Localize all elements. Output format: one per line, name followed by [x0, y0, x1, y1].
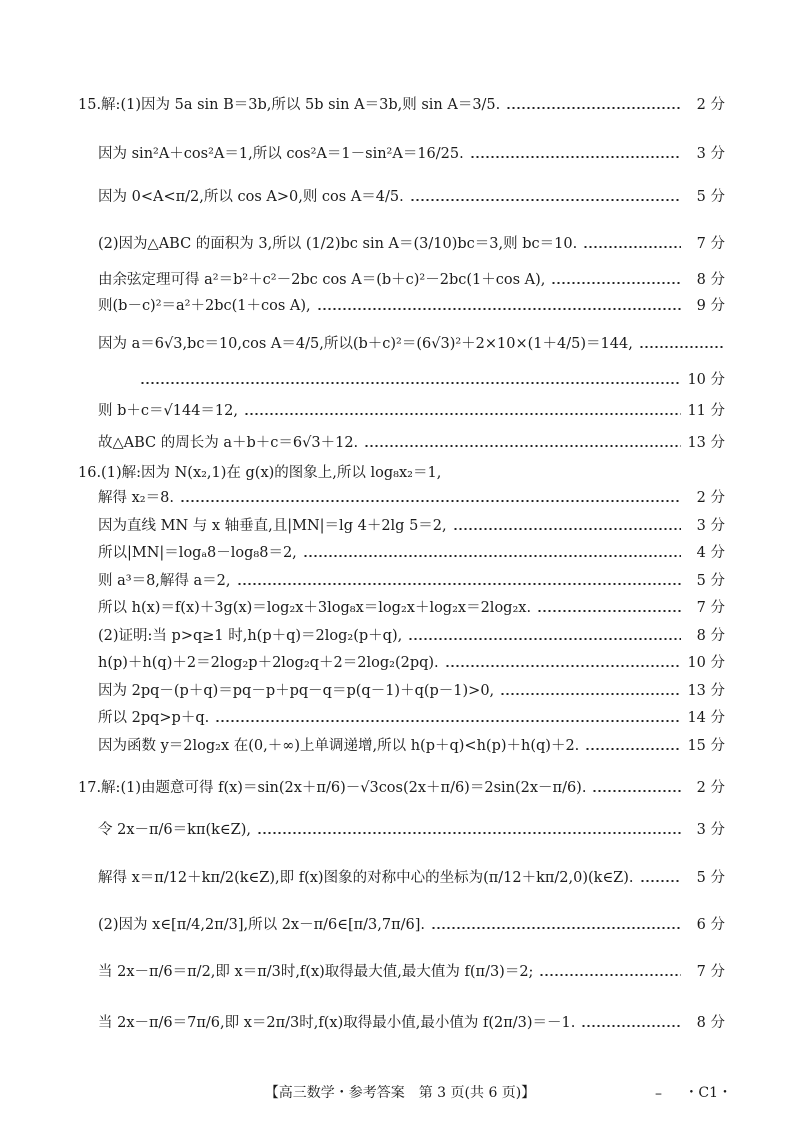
solution-line: 当 2x－π/6＝7π/6,即 x＝2π/3时,f(x)取得最小值,最小值为 f(2π/3)＝－1. 8 分 — [98, 1015, 725, 1031]
score-label: 3 分 — [696, 822, 725, 838]
score-label: 2 分 — [696, 780, 725, 796]
solution-line: 则(b－c)²＝a²＋2bc(1＋cos A), 9 分 — [98, 298, 725, 314]
leader-dots — [506, 107, 681, 109]
score-label: 3 分 — [696, 518, 725, 534]
score-label: 2 分 — [696, 490, 725, 506]
score-label: 14 分 — [687, 710, 725, 726]
leader-dots — [303, 555, 681, 557]
score-label: 8 分 — [696, 628, 725, 644]
leader-dots — [453, 528, 681, 530]
score-label: 11 分 — [687, 403, 725, 419]
leader-dots — [551, 282, 681, 284]
leader-dots — [500, 693, 681, 695]
solution-line: 则 b＋c＝√144＝12, 11 分 — [98, 403, 725, 419]
footer-code: ・C1・ — [684, 1085, 732, 1101]
leader-dots — [592, 790, 681, 792]
leader-dots — [431, 927, 681, 929]
solution-line: 则 a³＝8,解得 a＝2, 5 分 — [98, 573, 725, 589]
footer-title: 【高三数学・参考答案 第 3 页(共 6 页)】 — [264, 1085, 536, 1101]
leader-dots — [237, 583, 682, 585]
solution-line: 所以|MN|＝logₐ8－log₈8＝2, 4 分 — [98, 545, 725, 561]
score-label: 5 分 — [696, 189, 725, 205]
score-label: 8 分 — [696, 272, 725, 288]
leader-dots — [257, 832, 681, 834]
solution-line: 当 2x－π/6＝π/2,即 x＝π/3时,f(x)取得最大值,最大值为 f(π/3)＝2; 7 分 — [98, 964, 725, 980]
solution-line — [140, 370, 725, 390]
solution-line: 16.(1)解:因为 N(x₂,1)在 g(x)的图象上,所以 log₈x₂＝1, — [78, 465, 442, 481]
leader-dots — [583, 246, 681, 248]
leader-dots — [639, 346, 725, 348]
leader-dots — [445, 665, 681, 667]
leader-dots — [140, 382, 681, 384]
solution-line: 因为 sin²A＋cos²A＝1,所以 cos²A＝1－sin²A＝16/25. 3 分 — [98, 146, 725, 162]
solution-line: 故△ABC 的周长为 a＋b＋c＝6√3＋12. 13 分 — [98, 435, 725, 451]
solution-line: 因为 2pq－(p＋q)＝pq－p＋pq－q＝p(q－1)＋q(p－1)>0, 13 分 — [98, 683, 725, 699]
leader-dots — [364, 445, 681, 447]
score-label: 10 分 — [687, 655, 725, 671]
score-label: 15 分 — [687, 738, 725, 754]
solution-line: (2)因为△ABC 的面积为 3,所以 (1/2)bc sin A＝(3/10)bc＝3,则 bc＝10. 7 分 — [98, 236, 725, 252]
solution-line: h(p)＋h(q)＋2＝2log₂p＋2log₂q＋2＝2log₂(2pq). 10 分 — [98, 655, 725, 671]
score-label: 6 分 — [696, 917, 725, 933]
leader-dots — [470, 156, 681, 158]
solution-line: 所以 h(x)＝f(x)＋3g(x)＝log₂x＋3log₈x＝log₂x＋log₂x＝2log₂x. 7 分 — [98, 600, 725, 616]
score-label: 7 分 — [696, 600, 725, 616]
score-label: 5 分 — [696, 870, 725, 886]
leader-dots — [215, 720, 681, 722]
solution-line: (2)证明:当 p>q≥1 时,h(p＋q)＝2log₂(p＋q), 8 分 — [98, 628, 725, 644]
leader-dots — [244, 413, 681, 415]
solution-line: 所以 2pq>p＋q. 14 分 — [98, 710, 725, 726]
leader-dots — [317, 308, 681, 310]
solution-line: 令 2x－π/6＝kπ(k∈Z), 3 分 — [98, 822, 725, 838]
solution-line: 由余弦定理可得 a²＝b²＋c²－2bc cos A＝(b＋c)²－2bc(1＋cos A), 8 分 — [98, 272, 725, 288]
score-label: 13 分 — [687, 435, 725, 451]
solution-line: 解得 x＝π/12＋kπ/2(k∈Z),即 f(x)图象的对称中心的坐标为(π/12＋kπ/2,0)(k∈Z). 5 分 — [98, 870, 725, 886]
leader-dots — [410, 199, 681, 201]
solution-line: 解得 x₂＝8. 2 分 — [98, 490, 725, 506]
footer-dash: – — [655, 1086, 662, 1102]
leader-dots — [640, 880, 681, 882]
leader-dots — [539, 974, 681, 976]
score-label: 7 分 — [696, 236, 725, 252]
leader-dots — [581, 1025, 681, 1027]
score-label: 8 分 — [696, 1015, 725, 1031]
score-label: 3 分 — [696, 146, 725, 162]
score-label: 2 分 — [696, 97, 725, 113]
solution-line: 因为 0<A<π/2,所以 cos A>0,则 cos A＝4/5. 5 分 — [98, 189, 725, 205]
score-label: 4 分 — [696, 545, 725, 561]
score-label: 13 分 — [687, 683, 725, 699]
score-label: 9 分 — [696, 298, 725, 314]
solution-line: 17.解:(1)由题意可得 f(x)＝sin(2x＋π/6)－√3cos(2x＋π/6)＝2sin(2x－π/6). 2 分 — [78, 780, 725, 796]
solution-line: 15.解:(1)因为 5a sin B＝3b,所以 5b sin A＝3b,则 sin A＝3/5. 2 分 — [78, 97, 725, 113]
solution-line: 因为函数 y＝2log₂x 在(0,＋∞)上单调递增,所以 h(p＋q)<h(p)＋h(q)＋2. 15 分 — [98, 738, 725, 754]
leader-dots — [537, 610, 681, 612]
solution-line: (2)因为 x∈[π/4,2π/3],所以 2x－π/6∈[π/3,7π/6]. 6 分 — [98, 917, 725, 933]
leader-dots — [408, 638, 681, 640]
score-label: 5 分 — [696, 573, 725, 589]
leader-dots — [585, 748, 681, 750]
solution-line: 因为 a＝6√3,bc＝10,cos A＝4/5,所以(b＋c)²＝(6√3)²＋2×10×(1＋4/5)＝144, — [98, 334, 725, 354]
solution-line: 因为直线 MN 与 x 轴垂直,且|MN|＝lg 4＋2lg 5＝2, 3 分 — [98, 518, 725, 534]
score-label: 10 分 — [687, 372, 725, 388]
leader-dots — [180, 500, 681, 502]
score-label: 7 分 — [696, 964, 725, 980]
